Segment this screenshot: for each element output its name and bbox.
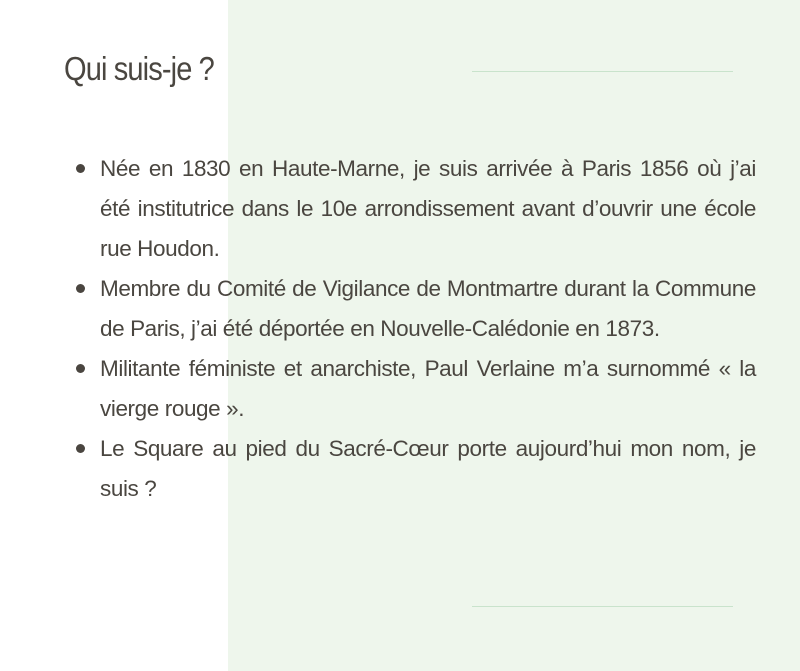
top-divider <box>472 71 733 72</box>
list-item <box>76 349 756 429</box>
list-item <box>76 269 756 349</box>
list-item-text: Née en 1830 en Haute-Marne, je suis arrivée à Paris 1856 où j’ai été institutrice dans le 10e arrondissement avant d’ouvrir une école rue Houdon. <box>100 156 756 261</box>
page-title: Qui suis-je ? <box>64 50 214 87</box>
list-item <box>76 429 756 509</box>
list-item-text: Militante féministe et anarchiste, Paul Verlaine m’a surnommé « la vierge rouge ». <box>100 356 756 421</box>
bullet-icon <box>76 364 85 373</box>
bottom-divider <box>472 606 733 607</box>
list-item-text: Membre du Comité de Vigilance de Montmartre durant la Commune de Paris, j’ai été déportée en Nouvelle-Calédonie en 1873. <box>100 276 756 341</box>
bullet-icon <box>76 284 85 293</box>
bullet-icon <box>76 164 85 173</box>
bullet-icon <box>76 444 85 453</box>
list-item <box>76 149 756 269</box>
list-item-text: Le Square au pied du Sacré-Cœur porte aujourd’hui mon nom, je suis ? <box>100 436 756 501</box>
clue-list <box>76 149 756 509</box>
